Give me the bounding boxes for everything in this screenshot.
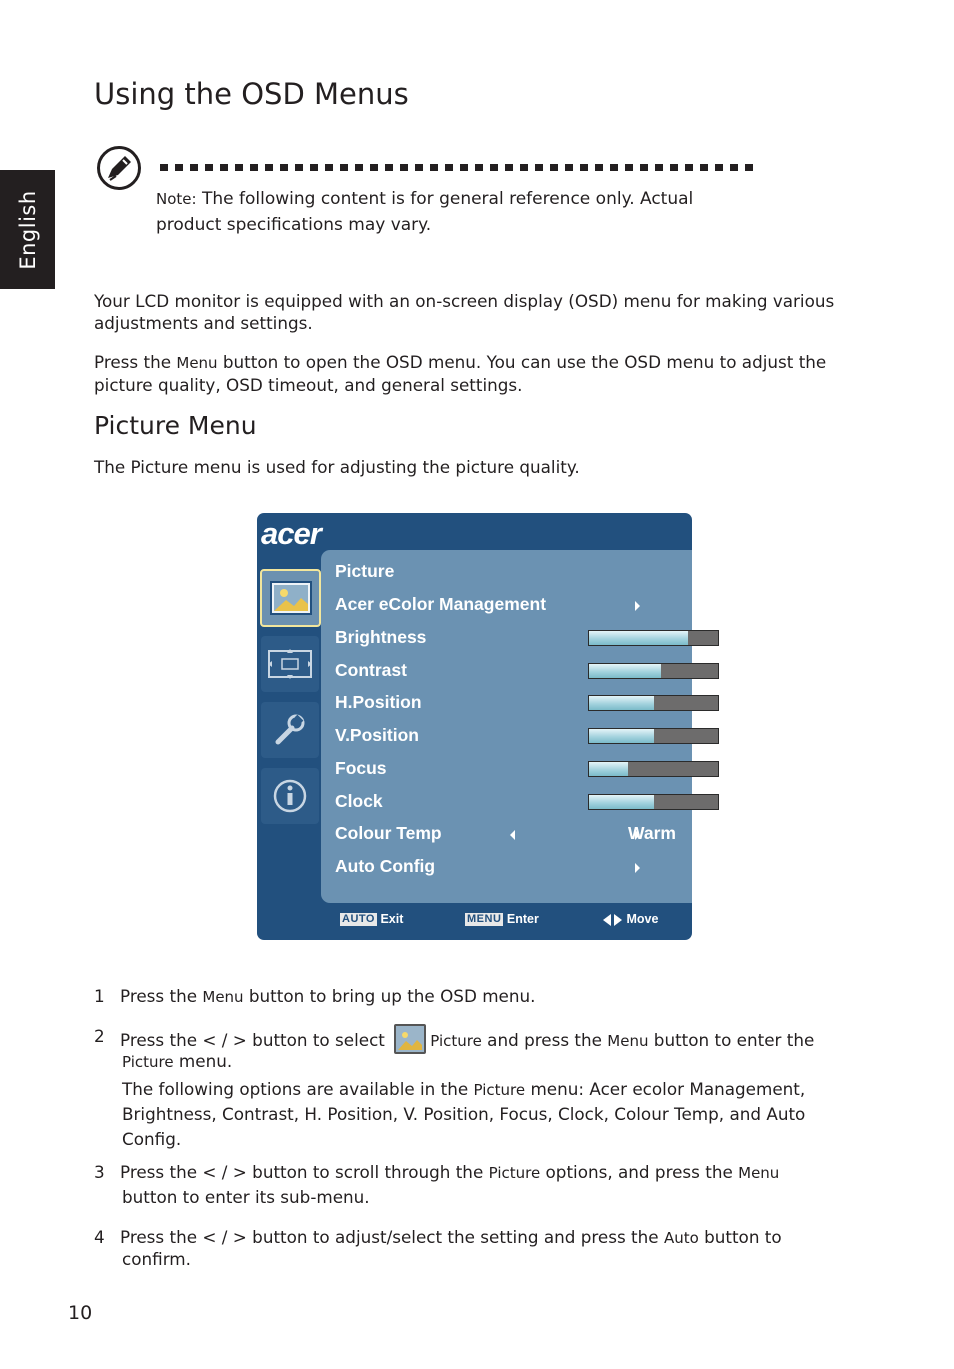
osd-slider-fill	[589, 664, 661, 678]
osd-footer-enter: MENU Enter	[467, 912, 539, 926]
osd-slider-fill	[589, 696, 654, 710]
step-3-text-line2: button to enter its sub-menu.	[122, 1187, 370, 1207]
osd-slider-bar	[588, 728, 719, 744]
note-divider	[160, 164, 758, 171]
info-menu-icon	[261, 768, 319, 824]
osd-slider-bar	[588, 630, 719, 646]
chevron-left-icon	[510, 830, 515, 840]
chevron-right-icon	[635, 601, 640, 611]
osd-slider-fill	[589, 795, 654, 809]
osd-slider-value: 56	[733, 659, 753, 680]
osd-slider-bar	[588, 761, 719, 777]
note-text	[156, 186, 736, 238]
osd-slider-value: 50	[733, 790, 753, 811]
step-2-options-line3: Config.	[122, 1129, 182, 1149]
chevron-right-icon	[635, 830, 640, 840]
note-body: The following content is for general reference only. Actual product specifications may vary.	[156, 189, 694, 235]
osd-slider-value: 30	[733, 757, 753, 778]
step-4-number: 4	[94, 1227, 105, 1247]
osd-slider-label: H.Position	[335, 692, 422, 713]
osd-slider-fill	[589, 631, 688, 645]
step-1-text: Press the Menu button to bring up the OSD menu.	[120, 986, 536, 1006]
picture-menu-icon	[260, 569, 321, 627]
note-icon	[96, 145, 142, 191]
step-3-number: 3	[94, 1162, 105, 1182]
osd-slider-bar	[588, 794, 719, 810]
osd-slider-label: V.Position	[335, 725, 419, 746]
step-1-number: 1	[94, 986, 105, 1006]
osd-slider-value: 50	[733, 692, 753, 713]
picture-icon	[394, 1024, 426, 1054]
chevron-right-icon	[635, 863, 640, 873]
left-right-arrows-icon	[603, 914, 623, 926]
osd-footer-move: Move	[603, 912, 658, 928]
osd-footer-exit: AUTO Exit	[342, 912, 404, 926]
position-menu-icon	[261, 636, 319, 692]
step-4-text-line2: confirm.	[122, 1249, 191, 1269]
step-2-options-line1: The following options are available in the Picture menu: Acer ecolor Management,	[122, 1079, 806, 1099]
section-title: Picture Menu	[94, 411, 257, 440]
colour-temp-value: Warm	[628, 823, 676, 843]
step-2-options-line2: Brightness, Contrast, H. Position, V. Position, Focus, Clock, Colour Temp, and Auto	[122, 1104, 806, 1124]
step-2-text-line2: Picture menu.	[122, 1051, 233, 1071]
step-2-text: Press the < / > button to select Picture and press the Menu button to enter the	[120, 1024, 814, 1054]
osd-slider-bar	[588, 663, 719, 679]
note-label: Note:	[156, 190, 197, 208]
intro-paragraph: Your LCD monitor is equipped with an on-screen display (OSD) menu for making various adjustments and settings.	[94, 291, 835, 333]
osd-slider-value: 50	[733, 725, 753, 746]
osd-slider-label: Clock	[335, 790, 383, 811]
press-menu-paragraph: Press the Menu button to open the OSD menu. You can use the OSD menu to adjust the picture quality, OSD timeout, and general settings.	[94, 352, 827, 395]
osd-slider-value: 77	[733, 627, 753, 647]
step-4-text: Press the < / > button to adjust/select the setting and press the Auto button to	[120, 1227, 782, 1247]
acer-logo: acer	[261, 516, 321, 551]
step-2-number: 2	[94, 1026, 105, 1046]
section-intro: The Picture menu is used for adjusting the picture quality.	[94, 457, 580, 477]
osd-slider-label: Focus	[335, 757, 387, 778]
osd-slider-fill	[589, 729, 654, 743]
osd-menu-image: acer Picture Acer eColor Management Brightness 77 Contrast 56 H.Position 50 V.Position 50 Focus 30 Clock 50 Colour Temp Warm Auto Config AUTO Exit MENU Enter Move	[257, 513, 692, 940]
language-label: English	[15, 189, 40, 270]
step-3-text: Press the < / > button to scroll through the Picture options, and press the Menu	[120, 1162, 780, 1182]
page-number: 10	[68, 1302, 93, 1324]
language-tab	[0, 170, 55, 289]
osd-slider-label: Brightness	[335, 627, 427, 647]
osd-slider-fill	[589, 762, 628, 776]
osd-slider-label: Contrast	[335, 659, 407, 680]
settings-menu-icon	[261, 702, 319, 758]
page-title: Using the OSD Menus	[94, 77, 409, 111]
osd-slider-bar	[588, 695, 719, 711]
